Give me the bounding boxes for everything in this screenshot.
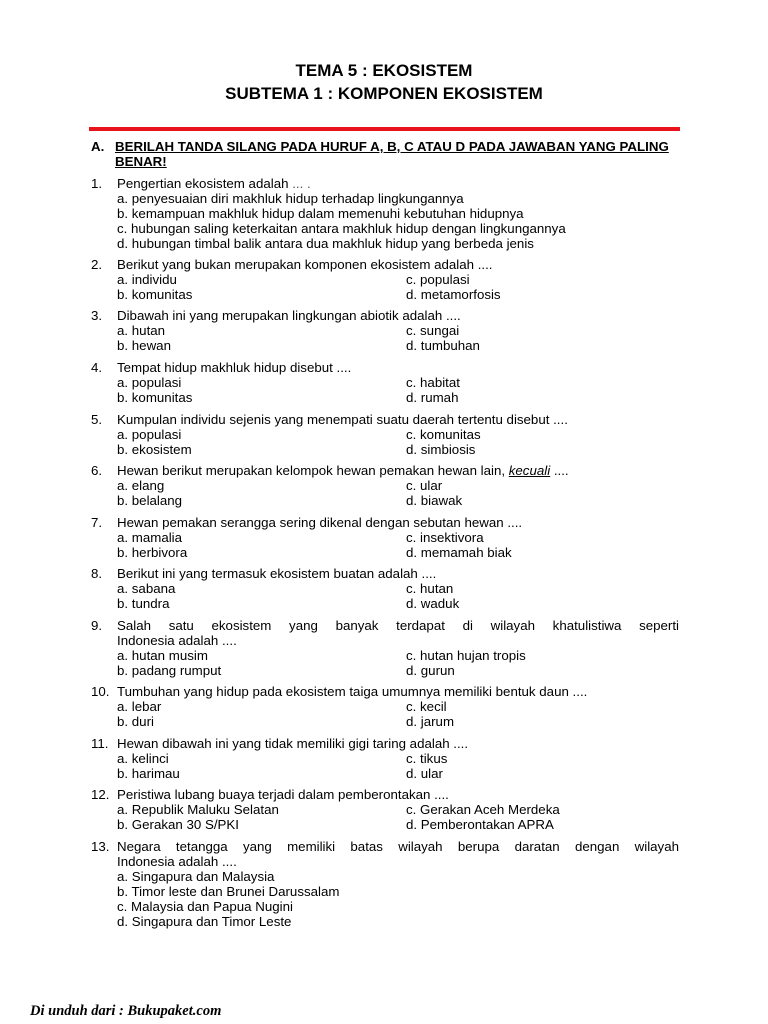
question-number: 9. — [91, 618, 103, 633]
section-instruction-text: BERILAH TANDA SILANG PADA HURUF A, B, C ATAU D PADA JAWABAN YANG PALING BENAR! — [115, 139, 669, 169]
option-a[interactable]: a. elang — [117, 478, 165, 493]
option-a[interactable]: a. kelinci — [117, 751, 169, 766]
title-divider — [89, 127, 680, 131]
option-a[interactable]: a. populasi — [117, 375, 182, 390]
question-stem: Kumpulan individu sejenis yang menempati suatu daerah tertentu disebut .... — [117, 412, 568, 427]
question-number: 10. — [91, 684, 110, 699]
question-stem: Hewan dibawah ini yang tidak memiliki gigi taring adalah .... — [117, 736, 469, 751]
option-b[interactable]: b. komunitas — [117, 287, 193, 302]
option-d[interactable]: d. Singapura dan Timor Leste — [117, 914, 292, 929]
option-d[interactable]: d. biawak — [406, 493, 463, 508]
option-a[interactable]: a. hutan — [117, 323, 166, 338]
option-c[interactable]: c. populasi — [406, 272, 470, 287]
option-d[interactable]: d. hubungan timbal balik antara dua makhluk hidup yang berbeda jenis — [117, 236, 534, 251]
page-title: TEMA 5 : EKOSISTEM — [295, 61, 473, 80]
section-letter: A. — [91, 139, 105, 154]
option-c[interactable]: c. tikus — [406, 751, 448, 766]
question-stem-line2: Indonesia adalah .... — [117, 854, 237, 869]
option-c[interactable]: c. Gerakan Aceh Merdeka — [406, 802, 560, 817]
option-d[interactable]: d. rumah — [406, 390, 459, 405]
question-stem: Salah satu ekosistem yang banyak terdapat di wilayah khatulistiwa seperti — [117, 618, 679, 633]
question-stem-dots: ... . — [288, 176, 311, 191]
question-stem: Dibawah ini yang merupakan lingkungan abiotik adalah .... — [117, 308, 461, 323]
footer-source: Di unduh dari : Bukupaket.com — [30, 1003, 222, 1019]
option-c[interactable]: c. habitat — [406, 375, 460, 390]
option-a[interactable]: a. individu — [117, 272, 177, 287]
question-stem: Negara tetangga yang memiliki batas wilayah berupa daratan dengan wilayah — [117, 839, 679, 854]
option-c[interactable]: c. Malaysia dan Papua Nugini — [117, 899, 293, 914]
option-b[interactable]: b. kemampuan makhluk hidup dalam memenuhi kebutuhan hidupnya — [117, 206, 524, 221]
option-d[interactable]: d. tumbuhan — [406, 338, 480, 353]
option-b[interactable]: b. harimau — [117, 766, 180, 781]
option-a[interactable]: a. populasi — [117, 427, 182, 442]
question-stem: Hewan pemakan serangga sering dikenal dengan sebutan hewan .... — [117, 515, 523, 530]
option-b[interactable]: b. komunitas — [117, 390, 193, 405]
option-b[interactable]: b. Timor leste dan Brunei Darussalam — [117, 884, 340, 899]
option-c[interactable]: c. hubungan saling keterkaitan antara makhluk hidup dengan lingkungannya — [117, 221, 566, 236]
option-a[interactable]: a. lebar — [117, 699, 162, 714]
option-d[interactable]: d. waduk — [406, 596, 460, 611]
option-b[interactable]: b. Gerakan 30 S/PKI — [117, 817, 239, 832]
question-stem-line2: Indonesia adalah .... — [117, 633, 237, 648]
emphasis-kecuali: kecuali — [508, 463, 551, 478]
question-number: 11. — [91, 736, 109, 751]
option-a[interactable]: a. mamalia — [117, 530, 183, 545]
question-number: 4. — [91, 360, 103, 375]
page-subtitle: SUBTEMA 1 : KOMPONEN EKOSISTEM — [225, 84, 543, 103]
option-a[interactable]: a. penyesuaian diri makhluk hidup terhadap lingkungannya — [117, 191, 464, 206]
question-stem: Berikut ini yang termasuk ekosistem buatan adalah .... — [117, 566, 437, 581]
option-b[interactable]: b. duri — [117, 714, 154, 729]
option-b[interactable]: b. belalang — [117, 493, 183, 508]
question-number: 1. — [91, 176, 103, 191]
question-number: 13. — [91, 839, 110, 854]
option-d[interactable]: d. metamorfosis — [406, 287, 501, 302]
option-d[interactable]: d. gurun — [406, 663, 455, 678]
question-stem — [117, 463, 679, 478]
question-stem-tail: .... — [550, 463, 569, 478]
option-a[interactable]: a. Singapura dan Malaysia — [117, 869, 275, 884]
option-c[interactable]: c. hutan hujan tropis — [406, 648, 526, 663]
option-a[interactable]: a. hutan musim — [117, 648, 208, 663]
question-number: 7. — [91, 515, 103, 530]
option-c[interactable]: c. sungai — [406, 323, 460, 338]
option-b[interactable]: b. padang rumput — [117, 663, 222, 678]
option-d[interactable]: d. simbiosis — [406, 442, 476, 457]
option-c[interactable]: c. komunitas — [406, 427, 481, 442]
option-b[interactable]: b. hewan — [117, 338, 171, 353]
question-number: 6. — [91, 463, 103, 478]
option-d[interactable]: d. ular — [406, 766, 443, 781]
option-c[interactable]: c. kecil — [406, 699, 447, 714]
question-number: 5. — [91, 412, 103, 427]
question-stem: Berikut yang bukan merupakan komponen ekosistem adalah .... — [117, 257, 493, 272]
question-number: 12. — [91, 787, 110, 802]
option-b[interactable]: b. ekosistem — [117, 442, 192, 457]
option-a[interactable]: a. Republik Maluku Selatan — [117, 802, 279, 817]
question-stem-text: Hewan berikut merupakan kelompok hewan pemakan hewan lain, — [117, 463, 506, 478]
option-c[interactable]: c. insektivora — [406, 530, 484, 545]
question-stem-text: Pengertian ekosistem adalah — [117, 176, 289, 191]
question-stem — [117, 176, 679, 191]
option-d[interactable]: d. jarum — [406, 714, 455, 729]
question-number: 8. — [91, 566, 103, 581]
option-a[interactable]: a. sabana — [117, 581, 176, 596]
option-c[interactable]: c. hutan — [406, 581, 454, 596]
option-c[interactable]: c. ular — [406, 478, 443, 493]
option-d[interactable]: d. Pemberontakan APRA — [406, 817, 554, 832]
question-stem: Tumbuhan yang hidup pada ekosistem taiga umumnya memiliki bentuk daun .... — [117, 684, 588, 699]
option-b[interactable]: b. herbivora — [117, 545, 188, 560]
question-stem: Tempat hidup makhluk hidup disebut .... — [117, 360, 352, 375]
option-d[interactable]: d. memamah biak — [406, 545, 512, 560]
option-b[interactable]: b. tundra — [117, 596, 170, 611]
question-number: 2. — [91, 257, 103, 272]
question-number: 3. — [91, 308, 103, 323]
question-stem: Peristiwa lubang buaya terjadi dalam pemberontakan .... — [117, 787, 449, 802]
